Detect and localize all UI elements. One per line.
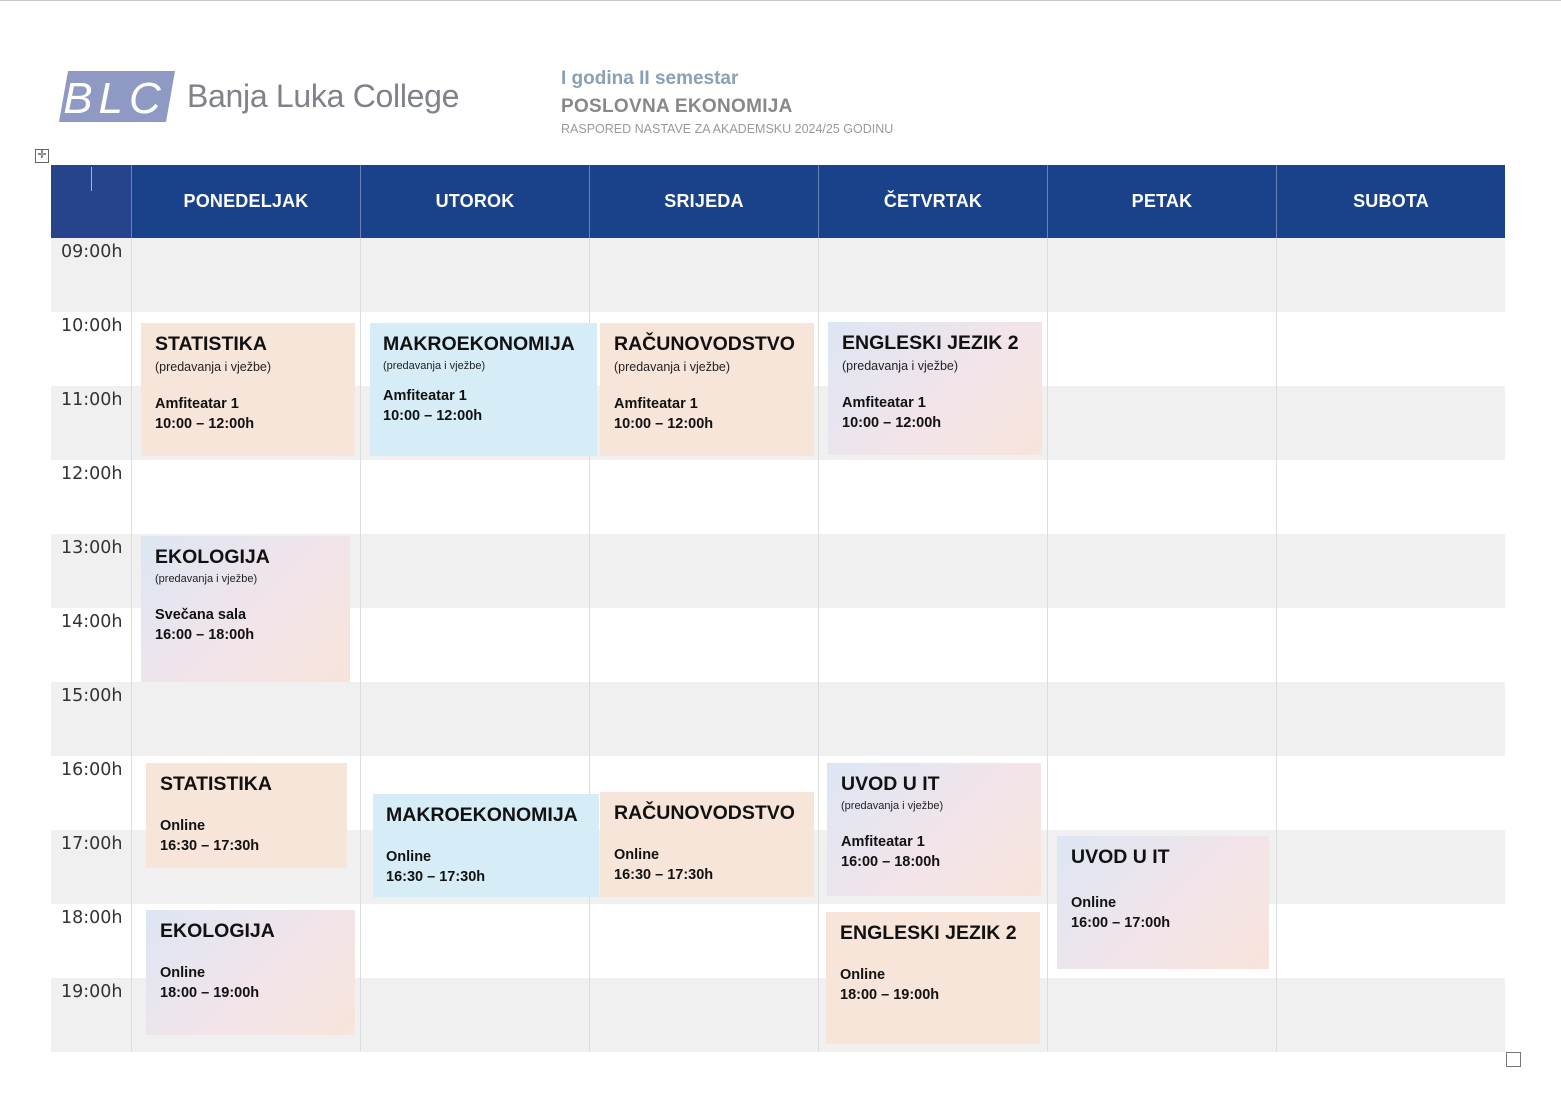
schedule-heading — [561, 68, 893, 136]
schedule-table — [51, 165, 1505, 1051]
event-title: ENGLESKI JEZIK 2 — [842, 332, 1019, 354]
college-logo — [59, 70, 459, 122]
hour-label: 10:00h — [61, 316, 123, 336]
hour-label: 13:00h — [61, 538, 123, 558]
event-card-racunovodstvo-online[interactable] — [600, 792, 814, 897]
event-room: Amfiteatar 1 — [614, 396, 698, 412]
header-divider — [1276, 165, 1277, 238]
event-room: Amfiteatar 1 — [383, 388, 467, 404]
event-title: STATISTIKA — [160, 773, 272, 795]
event-card-statistika-online[interactable] — [146, 763, 347, 868]
header-divider — [818, 165, 819, 238]
event-room: Online — [614, 847, 660, 863]
hour-label: 09:00h — [61, 242, 123, 262]
blc-logo-mark — [59, 71, 175, 122]
table-resize-handle[interactable] — [1506, 1052, 1521, 1067]
event-room: Online — [386, 849, 432, 865]
event-title: EKOLOGIJA — [155, 546, 270, 568]
event-note: (predavanja i vježbe) — [155, 573, 258, 585]
college-name: Banja Luka College — [187, 77, 460, 114]
event-time: 18:00 – 19:00h — [840, 987, 940, 1003]
hour-label: 18:00h — [61, 908, 123, 928]
hour-label: 16:00h — [61, 760, 123, 780]
event-card-statistika-mon[interactable] — [141, 323, 355, 456]
day-header-thursday: ČETVRTAK — [883, 191, 983, 211]
event-card-uvod-it-thu[interactable] — [827, 763, 1041, 896]
semester-title: I godina II semestar — [561, 68, 739, 89]
event-title: UVOD U IT — [841, 773, 940, 795]
hour-label: 17:00h — [61, 834, 123, 854]
hour-row — [51, 238, 1505, 312]
event-time: 10:00 – 12:00h — [842, 415, 942, 431]
event-note: (predavanja i vježbe) — [842, 359, 959, 373]
event-room: Online — [1071, 895, 1117, 911]
event-room: Amfiteatar 1 — [842, 395, 926, 411]
event-card-makroekonomija-online[interactable] — [373, 794, 599, 897]
logo-mark-text: BLC — [63, 73, 167, 122]
day-header-friday: PETAK — [1131, 191, 1193, 211]
table-move-handle-icon[interactable]: ✛ — [35, 149, 49, 163]
hour-label: 12:00h — [61, 464, 123, 484]
program-title: POSLOVNA EKONOMIJA — [561, 96, 793, 117]
event-time: 10:00 – 12:00h — [155, 416, 255, 432]
event-time: 10:00 – 12:00h — [383, 408, 483, 424]
hour-label: 14:00h — [61, 612, 123, 632]
column-divider — [131, 238, 132, 1051]
page-top-border — [0, 0, 1561, 1]
hour-label: 11:00h — [61, 390, 123, 410]
event-note: (predavanja i vježbe) — [614, 360, 731, 374]
event-title: RAČUNOVODSTVO — [614, 333, 795, 355]
event-card-engleski-thu[interactable] — [828, 322, 1042, 455]
event-room: Amfiteatar 1 — [155, 396, 239, 412]
event-time: 16:00 – 17:00h — [1071, 915, 1171, 931]
column-divider — [1047, 238, 1048, 1051]
hour-row — [51, 460, 1505, 534]
hour-label: 19:00h — [61, 982, 123, 1002]
event-time: 16:00 – 18:00h — [155, 627, 255, 643]
event-time: 10:00 – 12:00h — [614, 416, 714, 432]
event-card-engleski-online[interactable] — [826, 912, 1040, 1044]
event-room: Amfiteatar 1 — [841, 834, 925, 850]
event-room: Svečana sala — [155, 607, 247, 623]
event-title: RAČUNOVODSTVO — [614, 802, 795, 824]
hour-label: 15:00h — [61, 686, 123, 706]
event-title: STATISTIKA — [155, 333, 267, 355]
event-room: Online — [840, 967, 886, 983]
event-card-ekologija-online[interactable] — [146, 910, 355, 1035]
column-divider — [818, 238, 819, 1051]
event-time: 18:00 – 19:00h — [160, 985, 260, 1001]
header-corner-cell[interactable] — [51, 165, 131, 238]
event-room: Online — [160, 818, 206, 834]
event-time: 16:30 – 17:30h — [614, 867, 714, 883]
event-title: ENGLESKI JEZIK 2 — [840, 922, 1017, 944]
hour-row — [51, 682, 1505, 756]
event-title: UVOD U IT — [1071, 846, 1170, 868]
event-card-racunovodstvo-wed[interactable] — [600, 323, 814, 456]
schedule-subtitle: RASPORED NASTAVE ZA AKADEMSKU 2024/25 GODINU — [561, 122, 894, 136]
event-note: (predavanja i vježbe) — [841, 800, 944, 812]
day-header-tuesday: UTOROK — [435, 191, 515, 211]
event-note: (predavanja i vježbe) — [155, 360, 272, 374]
day-header-saturday: SUBOTA — [1353, 191, 1429, 211]
event-time: 16:30 – 17:30h — [386, 869, 486, 885]
column-divider — [1276, 238, 1277, 1051]
event-card-ekologija-mon[interactable] — [141, 536, 350, 682]
event-title: MAKROEKONOMIJA — [386, 804, 578, 826]
header-divider — [589, 165, 590, 238]
event-card-makroekonomija-tue[interactable] — [370, 323, 597, 456]
header-divider — [360, 165, 361, 238]
event-time: 16:30 – 17:30h — [160, 838, 260, 854]
event-room: Online — [160, 965, 206, 981]
day-header-wednesday: SRIJEDA — [664, 191, 744, 211]
event-title: MAKROEKONOMIJA — [383, 333, 575, 355]
event-time: 16:00 – 18:00h — [841, 854, 941, 870]
column-divider — [360, 238, 361, 1051]
header-divider — [1047, 165, 1048, 238]
event-note: (predavanja i vježbe) — [383, 360, 486, 372]
event-title: EKOLOGIJA — [160, 920, 275, 942]
event-card-uvod-it-fri[interactable] — [1057, 836, 1269, 969]
day-header-monday: PONEDELJAK — [183, 191, 309, 211]
header-divider — [131, 165, 132, 238]
text-cursor — [91, 167, 92, 191]
